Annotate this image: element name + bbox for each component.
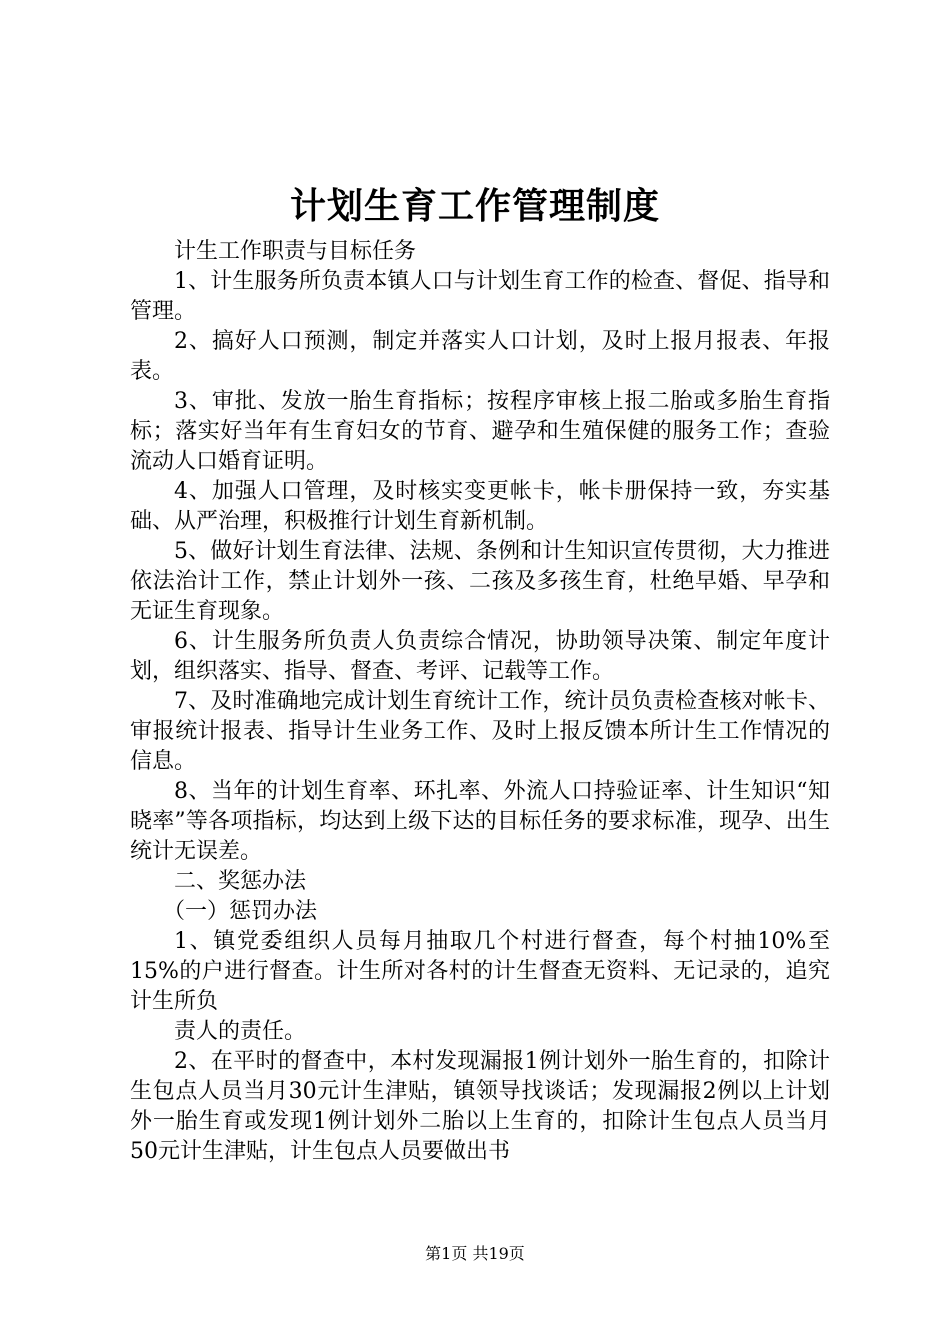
paragraph-item-6: 6、计生服务所负责人负责综合情况，协助领导决策、制定年度计划，组织落实、指导、督查、考评、记载等工作。 [130,629,830,684]
paragraph-penalty-1-cont: 责人的责任。 [174,1019,307,1044]
document-title: 计划生育工作管理制度 [289,186,660,227]
paragraph-item-1: 1、计生服务所负责本镇人口与计划生育工作的检查、督促、指导和管理。 [130,269,830,324]
document-body [130,237,830,1167]
paragraph-item-2: 2、搞好人口预测，制定并落实人口计划，及时上报月报表、年报表。 [130,329,830,384]
paragraph-item-8: 8、当年的计划生育率、环扎率、外流人口持验证率、计生知识“知晓率”等各项指标，均达到上级下达的目标任务的要求标准，现孕、出生统计无误差。 [130,779,830,864]
page-footer: 第1页 共19页 [425,1244,525,1263]
paragraph-penalty-2: 2、在平时的督查中，本村发现漏报1例计划外一胎生育的，扣除计生包点人员当月30元计生津贴，镇领导找谈话；发现漏报2例以上计划外一胎生育或发现1例计划外二胎以上生育的，扣除计生包点人员当月50元计生津贴，计生包点人员要做出书 [130,1049,830,1164]
paragraph-item-4: 4、加强人口管理，及时核实变更帐卡，帐卡册保持一致，夯实基础、从严治理，积极推行计划生育新机制。 [130,479,830,534]
paragraph-rewards-heading: 二、奖惩办法 [174,869,307,894]
paragraph-penalty-1: 1、镇党委组织人员每月抽取几个村进行督查，每个村抽10%至15%的户进行督查。计生所对各村的计生督查无资料、无记录的，追究计生所负 [130,929,830,1014]
paragraph-penalty-heading: （一）惩罚办法 [163,899,318,924]
paragraph-item-3: 3、审批、发放一胎生育指标；按程序审核上报二胎或多胎生育指标；落实好当年有生育妇女的节育、避孕和生殖保健的服务工作；查验流动人口婚育证明。 [130,389,830,474]
paragraph-item-5: 5、做好计划生育法律、法规、条例和计生知识宣传贯彻，大力推进依法治计工作，禁止计划外一孩、二孩及多孩生育，杜绝早婚、早孕和无证生育现象。 [130,539,830,624]
paragraph-item-7: 7、及时准确地完成计划生育统计工作，统计员负责检查核对帐卡、审报统计报表、指导计生业务工作、及时上报反馈本所计生工作情况的信息。 [130,689,830,774]
paragraph-section-heading: 计生工作职责与目标任务 [174,239,417,264]
